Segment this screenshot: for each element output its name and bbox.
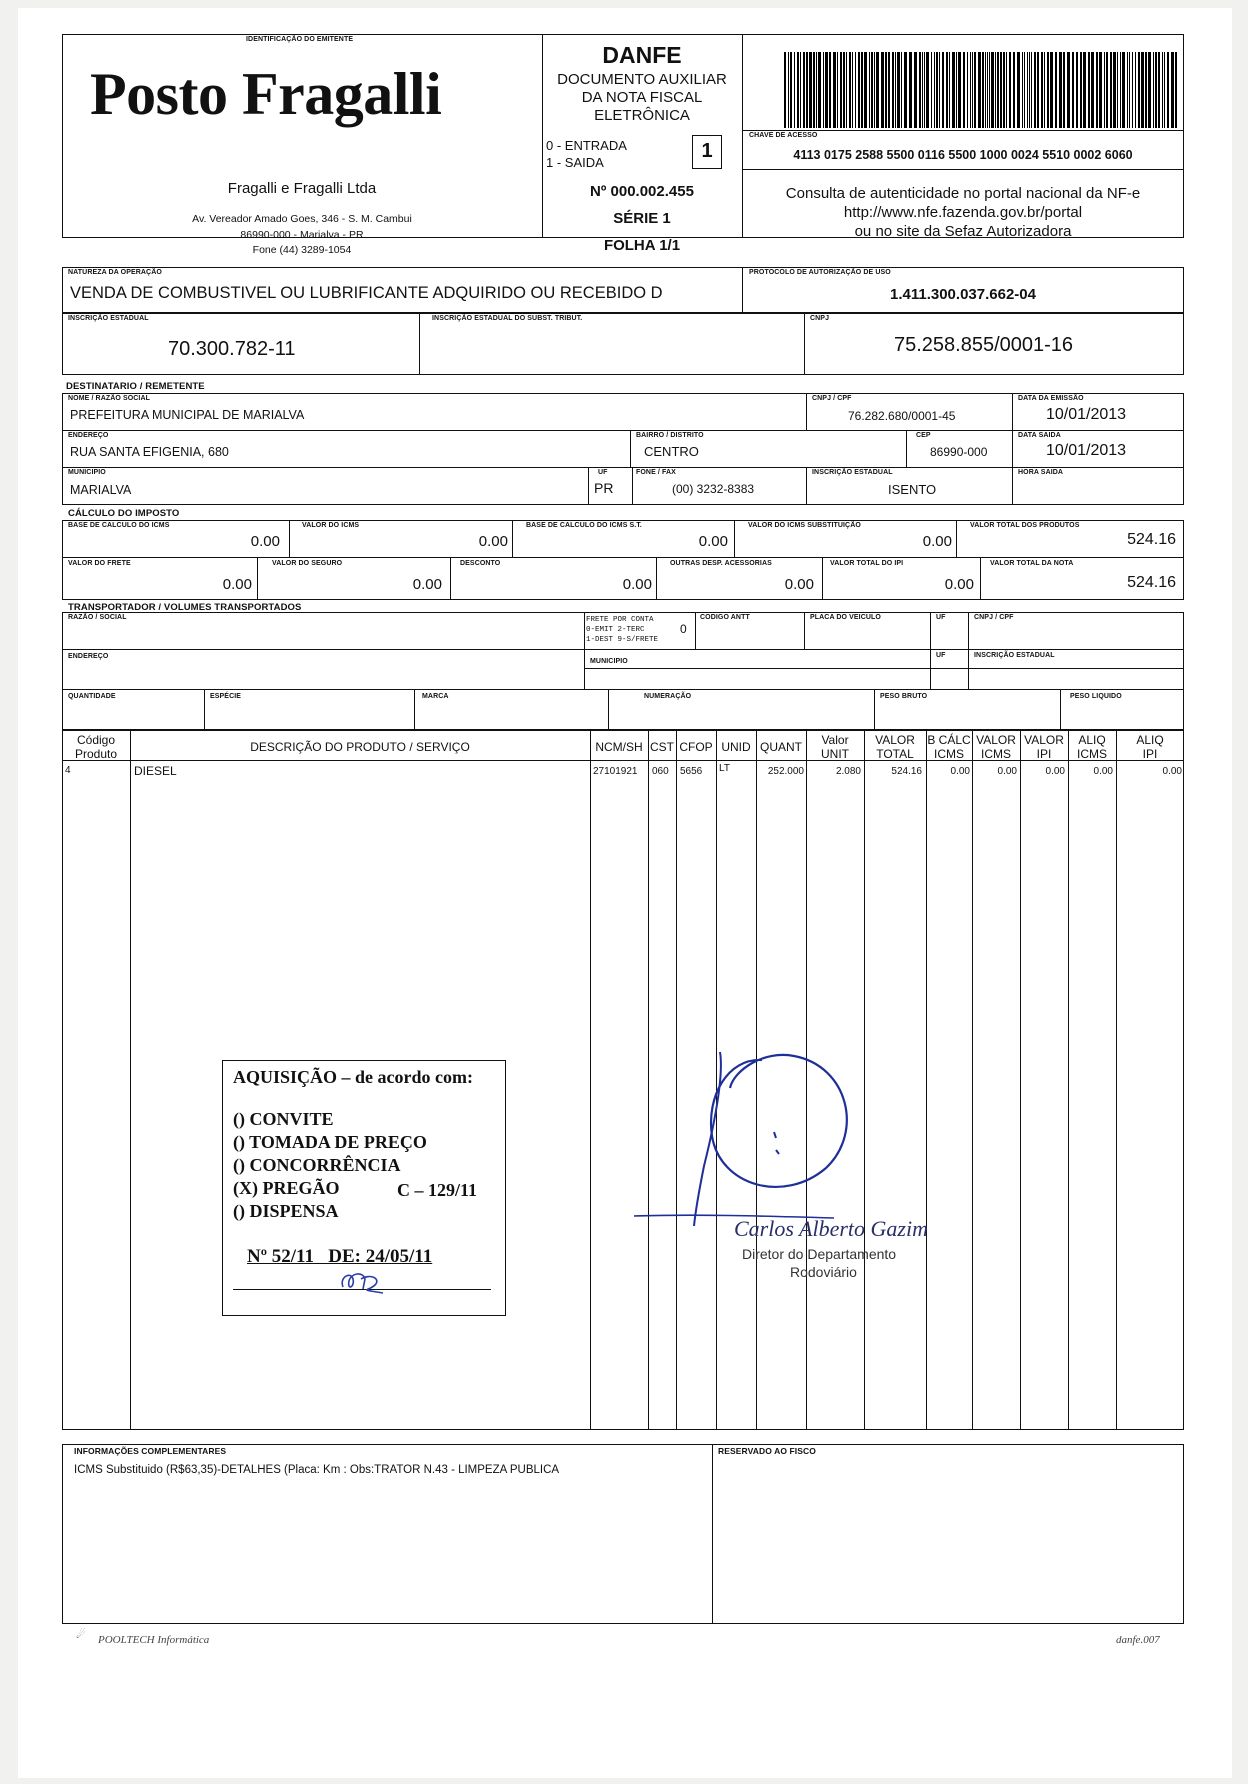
barcode-bar — [995, 52, 996, 128]
emissao-label: DATA DA EMISSÃO — [1018, 395, 1084, 402]
barcode-bar — [818, 52, 821, 128]
dest-saida: 10/01/2013 — [1046, 442, 1127, 459]
barcode-bar — [1106, 52, 1108, 128]
fone-label: FONE / FAX — [636, 469, 676, 476]
danfe-sub1: DOCUMENTO AUXILIAR — [557, 71, 727, 88]
danfe-sub3: ELETRÔNICA — [594, 107, 690, 124]
column-divider — [590, 730, 591, 1430]
frete-conta-3: 1-DEST 9-S/FRETE — [586, 636, 659, 644]
barcode-bar — [952, 52, 955, 128]
barcode-bar — [1155, 52, 1157, 128]
barcode-bar — [1117, 52, 1118, 128]
th-quant: QUANT — [760, 740, 802, 754]
barcode-bar — [919, 52, 921, 128]
issuer-id-label: IDENTIFICAÇÃO DO EMITENTE — [246, 36, 354, 43]
imposto-section: CÁLCULO DO IMPOSTO — [68, 508, 180, 519]
software-credit: POOLTECH Informática — [98, 1634, 210, 1646]
barcode — [782, 52, 1182, 128]
row-descricao: DIESEL — [134, 764, 177, 778]
barcode-bar — [1132, 52, 1133, 128]
row-codigo: 4 — [65, 765, 71, 776]
barcode-bar — [1096, 52, 1098, 128]
barcode-bar — [1145, 52, 1147, 128]
chave-label: CHAVE DE ACESSO — [749, 132, 818, 139]
barcode-bar — [924, 52, 925, 128]
dest-uf: PR — [594, 480, 614, 496]
cep-label: CEP — [916, 432, 931, 439]
barcode-bar — [1037, 52, 1039, 128]
ipi: 0.00 — [944, 576, 974, 593]
column-divider — [926, 730, 927, 1430]
barcode-bar — [934, 52, 935, 128]
row-cfop: 5656 — [680, 766, 703, 777]
marca-label: MARCA — [422, 693, 449, 700]
barcode-bar — [790, 52, 792, 128]
row-aliq-icms: 0.00 — [1093, 766, 1113, 777]
issuer-cnpj: 75.258.855/0001-16 — [894, 334, 1074, 356]
destinatario-section: DESTINATARIO / REMETENTE — [66, 381, 205, 392]
barcode-bar — [1050, 52, 1053, 128]
row-bc-icms: 0.00 — [950, 766, 970, 777]
th-descricao: DESCRIÇÃO DO PRODUTO / SERVIÇO — [250, 740, 470, 754]
barcode-bar — [823, 52, 824, 128]
frete-conta-value: 0 — [680, 622, 687, 636]
issuer-logo: Posto Fragalli — [90, 61, 442, 127]
icms-label: VALOR DO ICMS — [302, 522, 360, 529]
barcode-bar — [1083, 52, 1086, 128]
dest-cnpj-label: CNPJ / CPF — [812, 395, 852, 402]
consulta-line2[interactable]: http://www.nfe.fazenda.gov.br/portal — [843, 204, 1083, 221]
column-divider — [972, 730, 973, 1430]
chave-acesso: 4113 0175 2588 5500 0116 5500 1000 0024 5510 0002 6060 — [793, 148, 1133, 162]
barcode-bar — [939, 52, 940, 128]
dest-endereco: RUA SANTA EFIGENIA, 680 — [70, 445, 229, 459]
stamp-title: AQUISIÇÃO – de acordo com: — [233, 1067, 473, 1087]
barcode-bar — [949, 52, 950, 128]
barcode-bar — [1003, 52, 1005, 128]
barcode-bar — [904, 52, 907, 128]
barcode-bar — [942, 52, 944, 128]
barcode-bar — [1031, 52, 1032, 128]
total-nota-label: VALOR TOTAL DA NOTA — [990, 560, 1074, 567]
barcode-bar — [1110, 52, 1112, 128]
row-quant: 252.000 — [767, 766, 804, 777]
barcode-bar — [1000, 52, 1002, 128]
barcode-bar — [1080, 52, 1082, 128]
barcode-bar — [874, 52, 875, 128]
dest-fone: (00) 3232-8383 — [672, 482, 755, 496]
barcode-bar — [978, 52, 981, 128]
quantidade-label: QUANTIDADE — [68, 693, 116, 700]
wifi-logo-icon: ☄ — [76, 1629, 86, 1641]
seguro-label: VALOR DO SEGURO — [272, 560, 343, 567]
frete-conta-2: 0-EMIT 2-TERC — [586, 626, 645, 634]
barcode-bar — [881, 52, 884, 128]
transporte-section: TRANSPORTADOR / VOLUMES TRANSPORTADOS — [68, 602, 302, 613]
barcode-bar — [1006, 52, 1007, 128]
protocolo: 1.411.300.037.662-04 — [890, 286, 1036, 303]
bc-icms: 0.00 — [250, 533, 280, 550]
numeracao-label: NUMERAÇÃO — [644, 693, 692, 700]
barcode-bar — [1135, 52, 1136, 128]
barcode-bar — [806, 52, 808, 128]
icms-st-label: VALOR DO ICMS SUBSTITUIÇÃO — [748, 522, 861, 529]
nome-label: NOME / RAZÃO SOCIAL — [68, 395, 151, 402]
barcode-bar — [1072, 52, 1074, 128]
info-comp: ICMS Substituido (R$63,35)-DETALHES (Placa: Km : Obs:TRATOR N.43 - LIMPEZA PUBLICA — [74, 1464, 560, 1476]
barcode-bar — [901, 52, 902, 128]
barcode-bar — [1063, 52, 1065, 128]
placa-label: PLACA DO VEICULO — [810, 614, 881, 621]
bc-st-label: BASE DE CALCULO DO ICMS S.T. — [526, 522, 642, 529]
th-unid: UNID — [721, 740, 751, 754]
stamp-convite: () CONVITE — [233, 1109, 334, 1129]
nf-number: Nº 000.002.455 — [590, 183, 694, 200]
barcode-bar — [1148, 52, 1151, 128]
barcode-bar — [861, 52, 863, 128]
row-valor-unit: 2.080 — [835, 766, 861, 777]
barcode-bar — [982, 52, 984, 128]
ie-st-label: INSCRIÇÃO ESTADUAL DO SUBST. TRIBUT. — [432, 315, 583, 322]
th-codigo: Código Produto — [74, 733, 118, 761]
barcode-bar — [1076, 52, 1078, 128]
row-unid: LT — [719, 763, 730, 774]
barcode-bar — [914, 52, 917, 128]
issuer-city: 86990-000 - Marialva - PR — [240, 229, 364, 241]
barcode-bar — [1024, 52, 1025, 128]
uf-label: UF — [598, 469, 608, 476]
peso-bruto-label: PESO BRUTO — [880, 693, 928, 700]
barcode-bar — [1127, 52, 1128, 128]
barcode-bar — [885, 52, 887, 128]
nf-folha: FOLHA 1/1 — [603, 237, 681, 254]
barcode-bar — [1158, 52, 1160, 128]
barcode-bar — [1122, 52, 1125, 128]
desconto: 0.00 — [622, 576, 652, 593]
barcode-bar — [1047, 52, 1049, 128]
barcode-bar — [794, 52, 795, 128]
danfe-sub2: DA NOTA FISCAL — [581, 89, 703, 106]
barcode-bar — [1129, 52, 1130, 128]
barcode-bar — [833, 52, 836, 128]
stamp-initials — [337, 1265, 387, 1297]
th-aliq-ipi: ALIQ IPI — [1136, 733, 1164, 761]
barcode-bar — [800, 52, 801, 128]
barcode-bar — [788, 52, 789, 128]
danfe-document — [18, 8, 1232, 1778]
fisco-label: RESERVADO AO FISCO — [718, 1446, 816, 1456]
icms: 0.00 — [478, 533, 508, 550]
total-nota: 524.16 — [1127, 574, 1176, 591]
barcode-bar — [1167, 52, 1169, 128]
signer-role2: Rodoviário — [790, 1264, 857, 1280]
barcode-bar — [1091, 52, 1094, 128]
dest-emissao: 10/01/2013 — [1046, 406, 1127, 423]
stamp-pregao: (X) PREGÃO — [233, 1178, 340, 1198]
transp-uf2-label: UF — [936, 652, 946, 659]
th-valor-unit: Valor UNIT — [821, 733, 849, 761]
frete-conta-1: FRETE POR CONTA — [586, 616, 654, 624]
dest-cnpj: 76.282.680/0001-45 — [848, 409, 956, 423]
column-divider — [130, 730, 131, 1430]
issuer-ie: 70.300.782-11 — [168, 338, 296, 360]
barcode-bar — [985, 52, 986, 128]
barcode-bar — [1034, 52, 1036, 128]
signature-scribble — [634, 1036, 894, 1236]
issuer-address: Av. Vereador Amado Goes, 346 - S. M. Cambui — [192, 213, 412, 225]
frete: 0.00 — [222, 576, 252, 593]
barcode-bar — [855, 52, 856, 128]
dest-cep: 86990-000 — [930, 445, 988, 459]
barcode-bar — [1013, 52, 1015, 128]
cnpj-label: CNPJ — [810, 315, 830, 322]
barcode-bar — [784, 52, 786, 128]
barcode-bar — [989, 52, 990, 128]
row-valor-ipi: 0.00 — [1045, 766, 1065, 777]
barcode-bar — [864, 52, 867, 128]
danfe-title: DANFE — [602, 42, 682, 68]
barcode-bar — [1113, 52, 1116, 128]
barcode-bar — [1104, 52, 1105, 128]
barcode-bar — [1059, 52, 1062, 128]
barcode-bar — [1138, 52, 1140, 128]
municipio-label: MUNICIPIO — [68, 469, 106, 476]
outras: 0.00 — [784, 576, 814, 593]
barcode-bar — [1009, 52, 1011, 128]
barcode-bar — [871, 52, 873, 128]
barcode-bar — [858, 52, 860, 128]
th-bc-icms: B CÁLC ICMS — [927, 733, 971, 761]
barcode-bar — [997, 52, 999, 128]
total-produtos-label: VALOR TOTAL DOS PRODUTOS — [970, 522, 1080, 529]
desconto-label: DESCONTO — [460, 560, 501, 567]
signer-name: Carlos Alberto Gazim — [734, 1216, 928, 1241]
consulta-line3: ou no site da Sefaz Autorizadora — [854, 223, 1072, 240]
bc-st: 0.00 — [698, 533, 728, 550]
dest-municipio: MARIALVA — [70, 483, 132, 497]
seguro: 0.00 — [412, 576, 442, 593]
barcode-bar — [1153, 52, 1154, 128]
stamp-tomada: () TOMADA DE PREÇO — [233, 1132, 427, 1152]
natureza-operacao: VENDA DE COMBUSTIVEL OU LUBRIFICANTE ADQUIRIDO OU RECEBIDO D — [70, 284, 663, 302]
tipo-box: 1 — [692, 135, 722, 169]
issuer-phone: Fone (44) 3289-1054 — [252, 244, 352, 256]
barcode-bar — [809, 52, 812, 128]
protocolo-label: PROTOCOLO DE AUTORIZAÇÃO DE USO — [749, 269, 891, 276]
column-divider — [1068, 730, 1069, 1430]
barcode-bar — [946, 52, 948, 128]
ie-label: INSCRIÇÃO ESTADUAL — [68, 315, 149, 322]
th-valor-total: VALOR TOTAL — [875, 733, 915, 761]
barcode-bar — [803, 52, 805, 128]
barcode-bar — [1022, 52, 1023, 128]
barcode-bar — [1044, 52, 1045, 128]
barcode-bar — [829, 52, 831, 128]
peso-liquido-label: PESO LIQUIDO — [1070, 693, 1122, 700]
saida-label: 1 - SAIDA — [546, 155, 604, 170]
bairro-label: BAIRRO / DISTRITO — [636, 432, 704, 439]
barcode-bar — [1175, 52, 1177, 128]
frete-label: VALOR DO FRETE — [68, 560, 131, 567]
column-divider — [1020, 730, 1021, 1430]
barcode-bar — [987, 52, 988, 128]
th-cfop: CFOP — [679, 740, 713, 754]
barcode-bar — [1029, 52, 1030, 128]
barcode-bar — [1141, 52, 1144, 128]
barcode-bar — [1171, 52, 1174, 128]
entrada-label: 0 - ENTRADA — [546, 138, 627, 153]
th-cst: CST — [650, 740, 674, 754]
hora-saida-label: HORA SAIDA — [1018, 469, 1064, 476]
transp-uf-label: UF — [936, 614, 946, 621]
ipi-label: VALOR TOTAL DO IPI — [830, 560, 904, 567]
barcode-bar — [1067, 52, 1070, 128]
dest-nome: PREFEITURA MUNICIPAL DE MARIALVA — [70, 408, 305, 422]
barcode-bar — [991, 52, 994, 128]
barcode-bar — [963, 52, 965, 128]
barcode-bar — [1120, 52, 1121, 128]
endereco-label: ENDEREÇO — [68, 432, 109, 439]
transp-razao-label: RAZÃO / SOCIAL — [68, 614, 127, 621]
barcode-bar — [849, 52, 851, 128]
natureza-label: NATUREZA DA OPERAÇÃO — [68, 269, 162, 276]
data-saida-label: DATA SAIDA — [1018, 432, 1061, 439]
dest-ie: ISENTO — [888, 482, 937, 497]
barcode-bar — [972, 52, 973, 128]
info-comp-label: INFORMAÇÕES COMPLEMENTARES — [74, 1446, 227, 1456]
barcode-bar — [1027, 52, 1028, 128]
barcode-bar — [843, 52, 845, 128]
barcode-bar — [888, 52, 890, 128]
bc-icms-label: BASE DE CALCULO DO ICMS — [68, 522, 170, 529]
barcode-bar — [1164, 52, 1165, 128]
row-valor-icms: 0.00 — [997, 766, 1017, 777]
form-code: danfe.007 — [1116, 1634, 1160, 1646]
barcode-bar — [876, 52, 879, 128]
th-valor-ipi: VALOR IPI — [1024, 733, 1064, 761]
th-ncm: NCM/SH — [595, 740, 643, 754]
barcode-bar — [1055, 52, 1057, 128]
stamp-numero: Nº 52/11 DE: 24/05/11 — [247, 1246, 433, 1267]
stamp-concorrencia: () CONCORRÊNCIA — [233, 1155, 401, 1175]
total-produtos: 524.16 — [1127, 531, 1176, 548]
barcode-bar — [852, 52, 853, 128]
barcode-bar — [1099, 52, 1102, 128]
barcode-bar — [892, 52, 894, 128]
barcode-bar — [840, 52, 842, 128]
transp-cnpj-label: CNPJ / CPF — [974, 614, 1014, 621]
barcode-bar — [936, 52, 938, 128]
barcode-bar — [970, 52, 971, 128]
signer-role1: Diretor do Departamento — [742, 1246, 897, 1262]
barcode-bar — [869, 52, 870, 128]
barcode-bar — [1162, 52, 1163, 128]
barcode-bar — [974, 52, 976, 128]
dest-bairro: CENTRO — [644, 444, 699, 459]
barcode-bar — [956, 52, 957, 128]
consulta-line1: Consulta de autenticidade no portal nacional da NF-e — [785, 185, 1141, 202]
icms-st: 0.00 — [922, 533, 952, 550]
barcode-bar — [931, 52, 932, 128]
barcode-bar — [816, 52, 817, 128]
barcode-bar — [1088, 52, 1090, 128]
transp-ie-label: INSCRIÇÃO ESTADUAL — [974, 652, 1055, 659]
issuer-company: Fragalli e Fragalli Ltda — [227, 180, 377, 197]
barcode-bar — [1041, 52, 1043, 128]
barcode-bar — [895, 52, 896, 128]
column-divider — [1116, 730, 1117, 1430]
barcode-bar — [967, 52, 968, 128]
row-aliq-ipi: 0.00 — [1162, 766, 1182, 777]
transp-municipio-label: MUNICIPIO — [590, 658, 628, 665]
stamp-pregao-ref: C – 129/11 — [397, 1180, 478, 1200]
barcode-bar — [846, 52, 847, 128]
row-ncm: 27101921 — [593, 766, 638, 777]
row-cst: 060 — [652, 766, 669, 777]
barcode-bar — [813, 52, 815, 128]
nf-serie: SÉRIE 1 — [613, 210, 671, 227]
barcode-bar — [897, 52, 900, 128]
barcode-bar — [922, 52, 923, 128]
th-valor-icms: VALOR ICMS — [976, 733, 1016, 761]
stamp-dispensa: () DISPENSA — [233, 1201, 339, 1221]
acquisition-stamp — [222, 1060, 506, 1316]
outras-label: OUTRAS DESP. ACESSORIAS — [670, 560, 772, 567]
antt-label: CODIGO ANTT — [700, 614, 750, 621]
barcode-bar — [825, 52, 828, 128]
transp-endereco-label: ENDEREÇO — [68, 653, 109, 660]
barcode-bar — [958, 52, 961, 128]
dest-ie-label: INSCRIÇÃO ESTADUAL — [812, 469, 893, 476]
barcode-bar — [926, 52, 929, 128]
especie-label: ESPÉCIE — [210, 693, 242, 700]
barcode-bar — [1017, 52, 1020, 128]
th-aliq-icms: ALIQ ICMS — [1077, 733, 1107, 761]
barcode-bar — [837, 52, 838, 128]
barcode-bar — [909, 52, 912, 128]
barcode-bar — [797, 52, 799, 128]
row-valor-total: 524.16 — [891, 766, 922, 777]
